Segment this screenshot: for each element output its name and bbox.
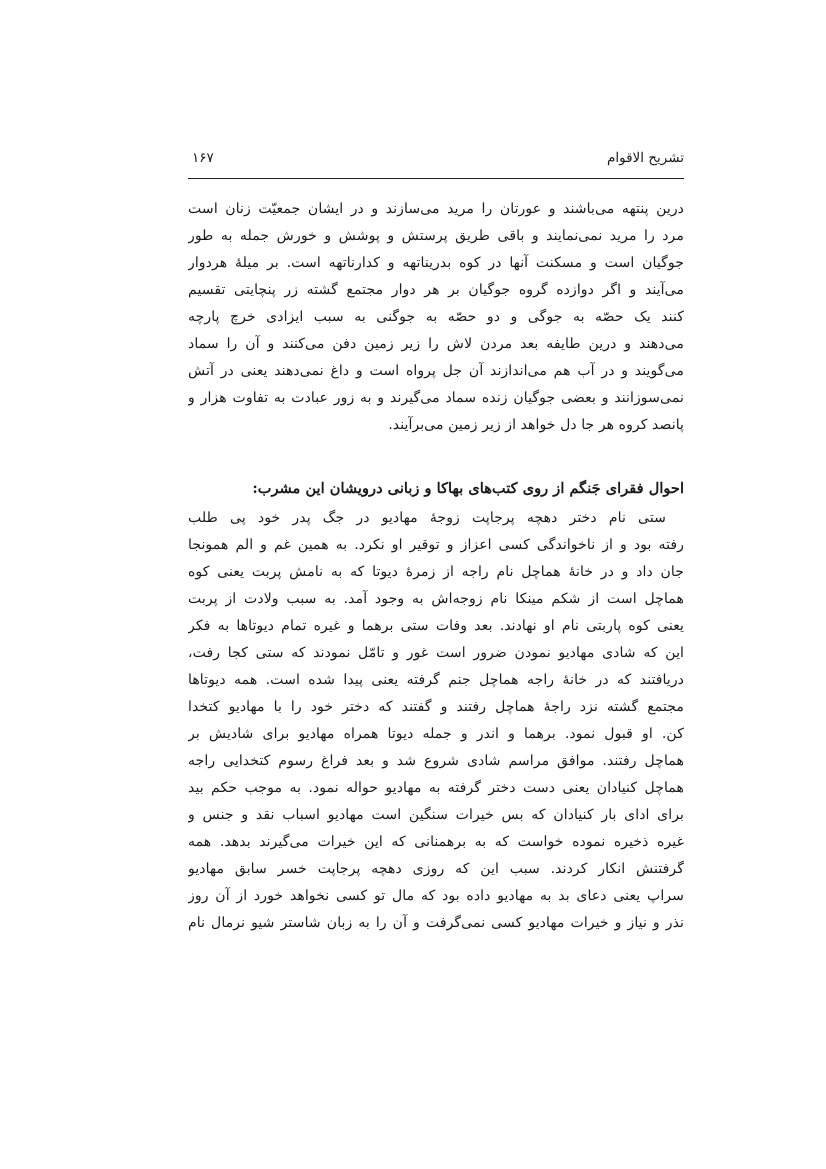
paragraph-1-line-9: پانصد کروه هر جا دل خواهد از زیر زمین می‌برآیند. [388,417,684,433]
paragraph-2-line-7: دریافتند که در خانهٔ راجه هماچل جنم گرفته یعنی پیدا شده است. همه دیوتاها [188,672,684,688]
running-head [188,150,684,172]
paragraph-2-line-4: هماچل است از شکم مینکا نام زوجه‌اش به وجود آمد. به سبب ولادت از پربت [188,591,684,607]
paragraph-2-line-8: مجتمع گشته نزد راجهٔ هماچل رفتند و گفتند که دختر خود را با مهادیو کتخدا [188,699,684,715]
paragraph-2-line-10: هماچل رفتند. موافق مراسم شادی شروع شد و بعد فراغ رسوم کتخدایی راجه [188,753,684,769]
paragraph-2-line-5: یعنی کوه پاربتی نام او نهادند. بعد وفات ستی برهما و غیره تمام دیوتاها به فکر [188,618,684,634]
paragraph-2-line-15: سراپ یعنی دعای بد به مهادیو داده بود که مال تو کسی نخواهد خورد از آن روز [188,888,684,904]
paragraph-2-line-2: رفته بود و از ناخواندگی کسی اعزاز و توقیر او نکرد. به همین غم و الم همونجا [188,537,684,553]
paragraph-2-line-3: جان داد و در خانهٔ هماچل نام راجه از زمرهٔ دیوتا که به نامش پربت یعنی کوه [188,564,684,580]
header-rule [188,178,684,179]
paragraph-2-line-11: هماچل کنیادان یعنی دست دختر گرفته به مهادیو حواله نمود. به موجب حکم بید [188,780,684,796]
paragraph-2-line-14: گرفتنش انکار کردند. سبب این که روزی دهچه پرجاپت خسر سابق مهادیو [188,861,684,877]
paragraph-2-line-6: این که شادی مهادیو نمودن ضرور است غور و تامّل نمودند که ستی کجا رفت، [188,645,684,661]
paragraph-1-line-8: نمی‌سوزانند و بعضی جوگیان زنده سماد می‌گیرند و به زور عبادت به تفاوت هزار و [188,390,684,406]
book-page [188,0,684,1169]
paragraph-1-line-2: مرد را مرید نمی‌نمایند و باقی طریق پرستش و پوشش و خورش جمله به طور [188,228,684,244]
paragraph-2-line-9: کن. او قبول نمود. برهما و اندر و جمله دیوتا همراه مهادیو برای شادیش بر [188,726,684,742]
paragraph-2-line-1: ستی نام دختر دهچه پرجاپت زوجهٔ مهادیو در جگ پدر خود پی طلب [188,510,666,526]
paragraph-1-line-6: می‌دهند و درین طایفه بعد مردن لاش را زیر زمین دفن می‌کنند و آن را سماد [188,336,684,352]
page-number: ۱۶۷ [192,150,214,166]
section-heading: احوال فقرای جَنگم از روی کتب‌های بهاکا و زبانی درویشان این مشرب: [252,480,684,497]
paragraph-2-line-12: برای ادای بار کنیادان که بس خیرات سنگین است مهادیو اسباب نقد و جنس و [188,807,684,823]
paragraph-2-line-13: غیره ذخیره نموده خواست که به برهمنانی که این خیرات می‌گیرند بدهد. همه [188,834,684,850]
paragraph-2-line-16: نذر و نیاز و خیرات مهادیو کسی نمی‌گرفت و آن را به زبان شاستر شیو نرمال نام [188,915,684,931]
paragraph-1-line-4: می‌آیند و اگر دوازده گروه جوگیان بر هر دوار مجتمع گشته زر پنچایتی تقسیم [188,282,684,298]
paragraph-1-line-3: جوگیان است و مسکنت آنها در کوه بدریناتهه و کدارناتهه است. بر میلهٔ هردوار [188,255,684,271]
paragraph-1-line-1: درین پنتهه می‌باشند و عورتان را مرید می‌سازند و در ایشان جمعیّت زنان است [188,201,684,217]
paragraph-1-line-7: می‌گویند و در آب هم می‌اندازند آن جل پرواه است و داغ نمی‌دهند یعنی در آتش [188,363,684,379]
paragraph-1-line-5: کنند یک حصّه به جوگی و دو حصّه به جوگنی به سبب ایزادی خرچ پارچه [188,309,684,325]
running-title: تشریح الاقوام [607,150,684,166]
